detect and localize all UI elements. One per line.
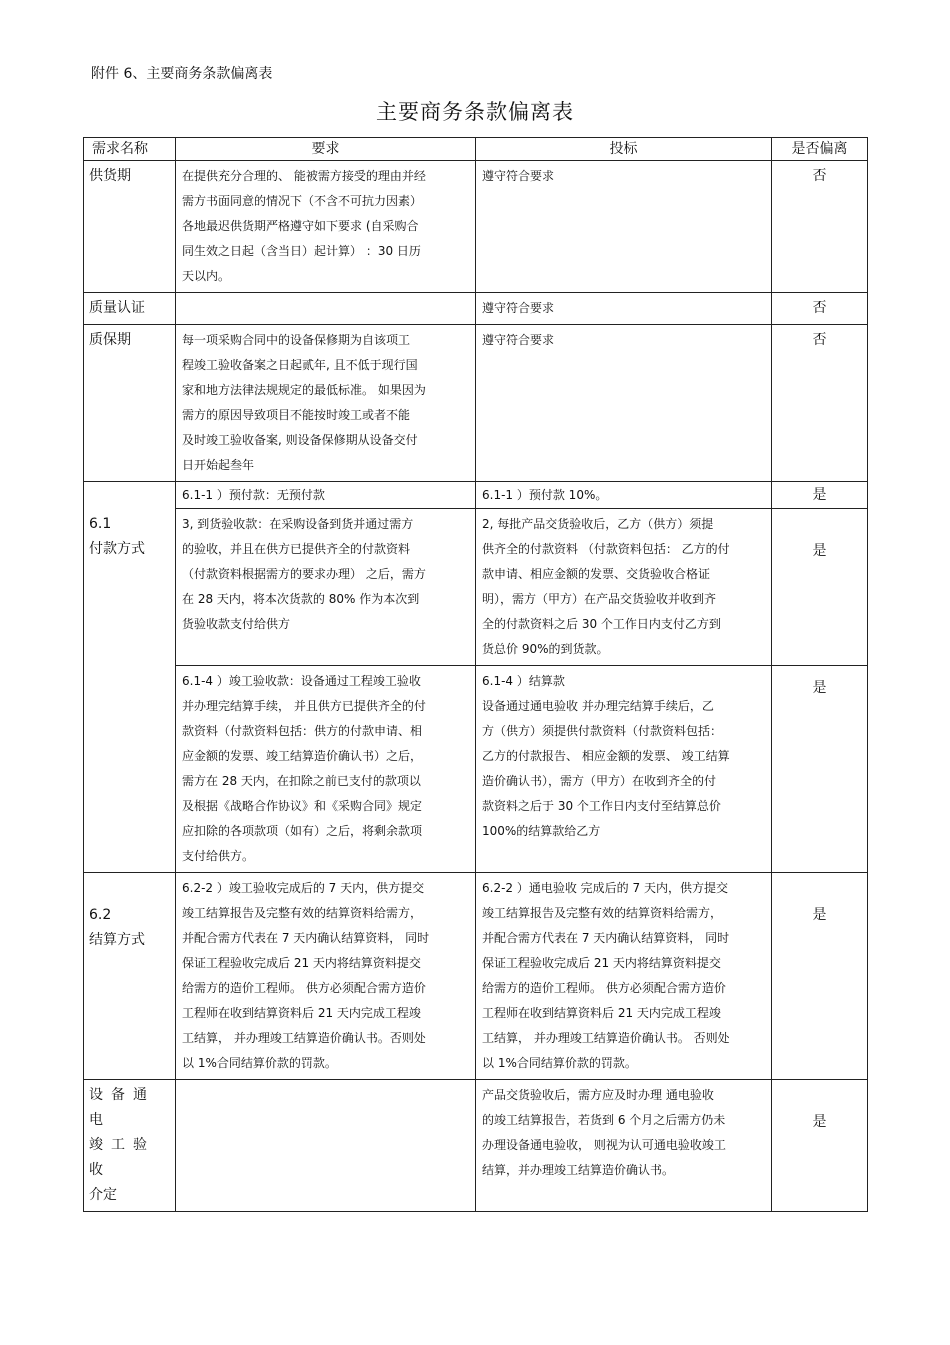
deviation-table xyxy=(83,137,868,1212)
requirement-cell: 每一项采购合同中的设备保修期为自该项工 程竣工验收备案之日起贰年, 且不低于现行国 家和地方法律法规规定的最低标准。 如果因为 需方的原因导致项目不能按时竣工或者不能 及时竣工验收备案, 则设备保修期从设备交付 日开始起叁年 xyxy=(176,325,476,482)
requirement-cell xyxy=(176,293,476,325)
row-name: 供货期 xyxy=(84,161,176,293)
deviation-cell: 是 xyxy=(772,873,868,1080)
header-row xyxy=(84,138,868,161)
bid-cell: 产品交货验收后，需方应及时办理 通电验收 的竣工结算报告，若货到 6 个月之后需方仍未 办理设备通电验收， 则视为认可通电验收竣工 结算，并办理竣工结算造价确认书。 xyxy=(476,1080,772,1212)
header-requirement: 要求 xyxy=(176,138,476,161)
page-title: 主要商务条款偏离表 xyxy=(376,100,574,124)
header-bid: 投标 xyxy=(476,138,772,161)
table-row xyxy=(84,482,868,509)
bid-cell: 6.2-2 ）通电验收 完成后的 7 天内，供方提交 竣工结算报告及完整有效的结算资料给需方， 并配合需方代表在 7 天内确认结算资料， 同时 保证工程验收完成后 21 天内将结算资料提交 给需方的造价工程师。 供方必须配合需方造价 工程师在收到结算资料后 21 天内完成工程竣 工结算， 并办理竣工结算造价确认书。 否则处 以 1%合同结算价款的罚款。 xyxy=(476,873,772,1080)
table-row xyxy=(84,1080,868,1212)
requirement-cell: 6.1-1 ）预付款：无预付款 xyxy=(176,482,476,509)
table-row xyxy=(84,293,868,325)
row-name-payment: 6.1 付款方式 xyxy=(84,482,176,873)
requirement-cell: 在提供充分合理的、 能被需方接受的理由并经 需方书面同意的情况下（不含不可抗力因素） 各地最迟供货期严格遵守如下要求 (自采购合 同生效之日起（含当日）起计算） ：30 日历 天以内。 xyxy=(176,161,476,293)
header-deviation: 是否偏离 xyxy=(772,138,868,161)
bid-cell: 2, 每批产品交货验收后，乙方（供方）须提 供齐全的付款资料 （付款资料包括： 乙方的付 款申请、相应金额的发票、交货验收合格证 明），需方（甲方）在产品交货验收并收到齐 全的付款资料之后 30 个工作日内支付乙方到 货总价 90%的到货款。 xyxy=(476,509,772,666)
deviation-cell: 否 xyxy=(772,293,868,325)
requirement-cell xyxy=(176,1080,476,1212)
row-name: 质保期 xyxy=(84,325,176,482)
bid-cell: 6.1-4 ）结算款 设备通过通电验收 并办理完结算手续后，乙 方（供方）须提供付款资料（付款资料包括： 乙方的付款报告、 相应金额的发票、 竣工结算 造价确认书），需方（甲方）在收到齐全的付 款资料之后于 30 个工作日内支付至结算总价 100%的结算款给乙方 xyxy=(476,666,772,873)
table-row xyxy=(84,161,868,293)
bid-cell: 遵守符合要求 xyxy=(476,161,772,293)
deviation-cell: 否 xyxy=(772,161,868,293)
table-row xyxy=(84,509,868,666)
table-row xyxy=(84,666,868,873)
deviation-cell: 是 xyxy=(772,1080,868,1212)
requirement-cell: 6.1-4 ）竣工验收款：设备通过工程竣工验收 并办理完结算手续， 并且供方已提供齐全的付 款资料（付款资料包括：供方的付款申请、相 应金额的发票、竣工结算造价确认书）之后， 需方在 28 天内，在扣除之前已支付的款项以 及根据《战略合作协议》和《采购合同》规定 应扣除的各项款项（如有）之后，将剩余款项 支付给供方。 xyxy=(176,666,476,873)
deviation-cell: 是 xyxy=(772,509,868,666)
deviation-cell: 否 xyxy=(772,325,868,482)
bid-cell: 6.1-1 ）预付款 10%。 xyxy=(476,482,772,509)
bid-cell: 遵守符合要求 xyxy=(476,293,772,325)
header-name: 需求名称 xyxy=(84,138,176,161)
row-name-power: 设备通电 竣工验收 介定 xyxy=(84,1080,176,1212)
bid-cell: 遵守符合要求 xyxy=(476,325,772,482)
table-row xyxy=(84,873,868,1080)
deviation-cell: 是 xyxy=(772,666,868,873)
requirement-cell: 3, 到货验收款：在采购设备到货并通过需方 的验收，并且在供方已提供齐全的付款资料 （付款资料根据需方的要求办理） 之后，需方 在 28 天内，将本次货款的 80% 作为本次到 货验收款支付给供方 xyxy=(176,509,476,666)
row-name-settlement: 6.2 结算方式 xyxy=(84,873,176,1080)
requirement-cell: 6.2-2 ）竣工验收完成后的 7 天内，供方提交 竣工结算报告及完整有效的结算资料给需方， 并配合需方代表在 7 天内确认结算资料， 同时 保证工程验收完成后 21 天内将结算资料提交 给需方的造价工程师。 供方必须配合需方造价 工程师在收到结算资料后 21 天内完成工程竣 工结算， 并办理竣工结算造价确认书。否则处 以 1%合同结算价款的罚款。 xyxy=(176,873,476,1080)
table-row xyxy=(84,325,868,482)
attachment-label: 附件 6、主要商务条款偏离表 xyxy=(91,66,273,82)
deviation-cell: 是 xyxy=(772,482,868,509)
row-name: 质量认证 xyxy=(84,293,176,325)
